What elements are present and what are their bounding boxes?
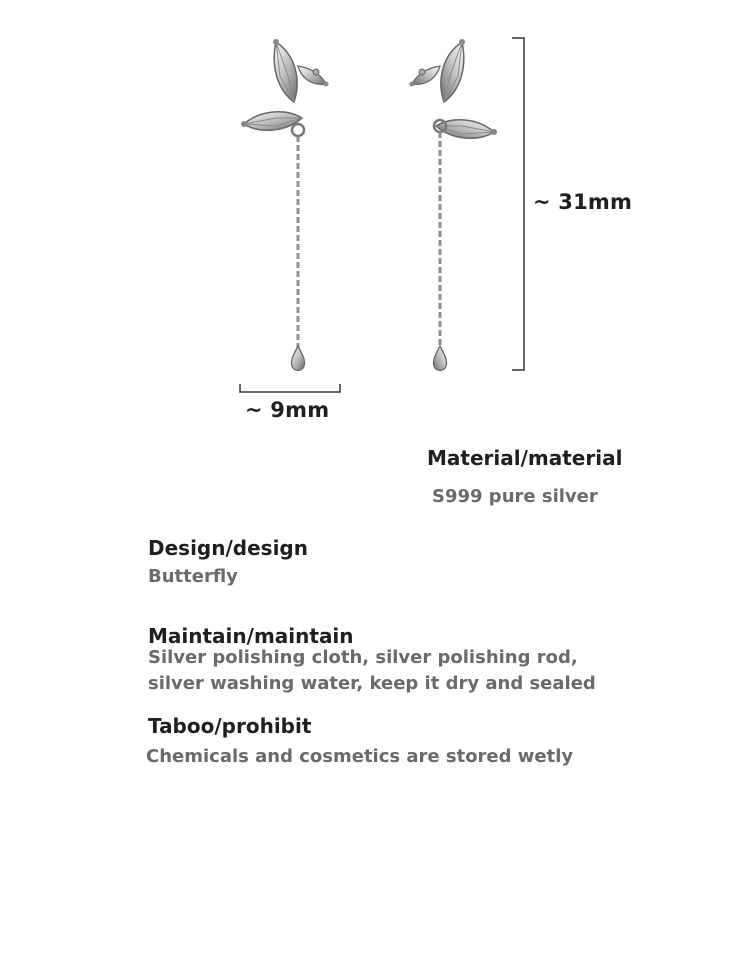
height-dimension-bracket <box>508 36 530 374</box>
material-heading: Material/material <box>427 446 623 470</box>
width-dimension-label: ~ 9mm <box>245 398 330 422</box>
maintain-value-line2: silver washing water, keep it dry and sealed <box>148 673 596 694</box>
design-heading: Design/design <box>148 536 308 560</box>
design-value: Butterfly <box>148 566 238 587</box>
marquise-stone-icon <box>274 42 297 102</box>
material-value: S999 pure silver <box>432 486 598 507</box>
taboo-heading: Taboo/prohibit <box>148 714 312 738</box>
taboo-value: Chemicals and cosmetics are stored wetly <box>146 746 574 767</box>
maintain-value-line1: Silver polishing cloth, silver polishing rod, <box>148 647 578 668</box>
height-dimension-label: ~ 31mm <box>533 190 633 214</box>
left-earring-image <box>236 36 346 376</box>
right-earring-image <box>396 36 506 376</box>
width-dimension-bracket <box>238 382 344 396</box>
maintain-heading: Maintain/maintain <box>148 624 354 648</box>
